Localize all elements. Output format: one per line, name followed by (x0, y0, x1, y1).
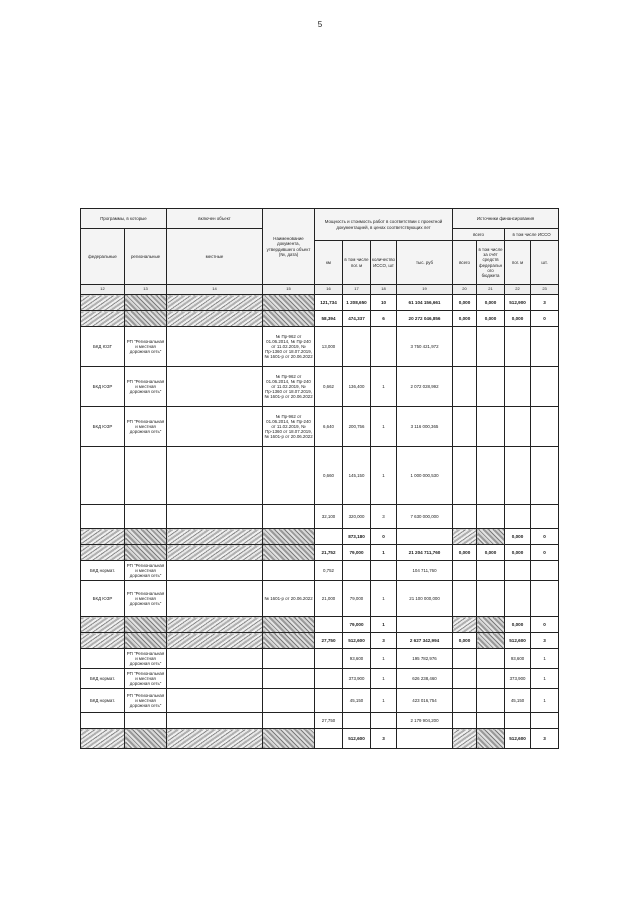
cell-sum: 20 272 046,856 (397, 311, 453, 327)
cell-total (453, 581, 477, 617)
cell-issos-count: 10 (371, 295, 397, 311)
cell-issos-count: 3 (371, 633, 397, 649)
cell-issos-count: 1 (371, 689, 397, 713)
cell-issos-count (371, 327, 397, 367)
cell-km (315, 689, 343, 713)
cell-fed-budget (477, 327, 505, 367)
cell-regional: РП "Региональная и местная дорожная сеть" (125, 649, 167, 669)
col-number: 13 (125, 285, 167, 295)
cell-documents (263, 633, 315, 649)
cell-documents (263, 649, 315, 669)
cell-sum: 195 782,976 (397, 649, 453, 669)
cell-pogm-incl: 136,400 (343, 367, 371, 407)
cell-km: 0,752 (315, 561, 343, 581)
cell-fed-budget (477, 581, 505, 617)
cell-federal (81, 729, 125, 749)
cell-regional: РП "Региональная и местная дорожная сеть" (125, 689, 167, 713)
cell-regional: РП "Региональная и местная дорожная сеть" (125, 581, 167, 617)
cell-pogm (505, 713, 531, 729)
header-sht: шт. (531, 241, 559, 285)
cell-regional (125, 311, 167, 327)
cell-pogm: 512,600 (505, 729, 531, 749)
cell-km (315, 649, 343, 669)
cell-sht (531, 581, 559, 617)
cell-total (453, 649, 477, 669)
cell-pogm-incl: 474,337 (343, 311, 371, 327)
cell-sht: 0 (531, 545, 559, 561)
cell-sum: 7 630 000,000 (397, 505, 453, 529)
cell-fed-budget (477, 689, 505, 713)
cell-total (453, 407, 477, 447)
cell-sht (531, 447, 559, 505)
table-row (81, 529, 559, 545)
col-number: 20 (453, 285, 477, 295)
cell-regional: РП "Региональная и местная дорожная сеть" (125, 327, 167, 367)
table-row (81, 447, 559, 505)
cell-pogm-incl: 1 208,650 (343, 295, 371, 311)
cell-sht (531, 327, 559, 367)
cell-total: 0,000 (453, 295, 477, 311)
cell-fed-budget (477, 617, 505, 633)
cell-pogm-incl (343, 561, 371, 581)
cell-sum: 2 072 028,992 (397, 367, 453, 407)
cell-local (167, 561, 263, 581)
cell-fed-budget (477, 649, 505, 669)
cell-documents: № Пр-962 от 01.06.2014, № Пр-240 от 11.02.2019, № Пр-1360 от 18.07.2019, № 1601-р от 20.06.2022 (263, 367, 315, 407)
cell-fed-budget (477, 669, 505, 689)
table-row (81, 689, 559, 713)
cell-local (167, 545, 263, 561)
cell-federal: БКД ЮЗГ (81, 327, 125, 367)
cell-fed-budget (477, 529, 505, 545)
cell-total (453, 561, 477, 581)
cell-fed-budget (477, 447, 505, 505)
cell-km: 21,752 (315, 545, 343, 561)
cell-regional (125, 633, 167, 649)
cell-sht (531, 505, 559, 529)
cell-sht (531, 713, 559, 729)
cell-documents (263, 311, 315, 327)
header-issos-count: количество ИССО, шт (371, 241, 397, 285)
cell-issos-count: 1 (371, 617, 397, 633)
cell-federal (81, 633, 125, 649)
cell-documents (263, 713, 315, 729)
cell-issos-count: 0 (371, 529, 397, 545)
cell-federal (81, 545, 125, 561)
cell-pogm: 0,000 (505, 529, 531, 545)
cell-pogm (505, 367, 531, 407)
cell-issos-count: 3 (371, 729, 397, 749)
cell-total: 0,000 (453, 311, 477, 327)
cell-km (315, 617, 343, 633)
header-regional: региональные (125, 229, 167, 285)
cell-pogm: 45,150 (505, 689, 531, 713)
header-cost: Мощность и стоимость работ в соответствии с проектной документацией, в ценах соответствующих лет (315, 209, 453, 241)
cell-pogm-incl: 512,600 (343, 729, 371, 749)
cell-documents (263, 689, 315, 713)
table-row (81, 649, 559, 669)
cell-documents: № Пр-962 от 01.06.2014, № Пр-240 от 11.02.2019, № Пр-1360 от 18.07.2019, № 1601-р от 20.06.2022 (263, 327, 315, 367)
cell-pogm: 0,000 (505, 311, 531, 327)
cell-pogm: 512,900 (505, 295, 531, 311)
cell-pogm-incl: 320,000 (343, 505, 371, 529)
cell-pogm: 0,000 (505, 545, 531, 561)
cell-federal (81, 617, 125, 633)
cell-issos-count: 1 (371, 649, 397, 669)
cell-federal (81, 447, 125, 505)
document-table (80, 208, 559, 749)
cell-pogm: 0,000 (505, 617, 531, 633)
cell-documents (263, 561, 315, 581)
cell-km: 27,750 (315, 633, 343, 649)
cell-km: 6,640 (315, 407, 343, 447)
cell-regional: РП "Региональная и местная дорожная сеть" (125, 669, 167, 689)
cell-pogm-incl (343, 713, 371, 729)
col-number: 22 (505, 285, 531, 295)
cell-federal (81, 505, 125, 529)
cell-issos-count (371, 713, 397, 729)
cell-km: 58,394 (315, 311, 343, 327)
cell-total (453, 669, 477, 689)
cell-sht (531, 367, 559, 407)
cell-sum: 3 116 000,365 (397, 407, 453, 447)
cell-issos-count: 1 (371, 407, 397, 447)
cell-local (167, 669, 263, 689)
cell-federal: БКД ЮЗР (81, 581, 125, 617)
cell-regional (125, 617, 167, 633)
cell-regional (125, 529, 167, 545)
page-number: 5 (317, 20, 323, 29)
cell-documents (263, 669, 315, 689)
table-row (81, 505, 559, 529)
cell-km: 13,000 (315, 327, 343, 367)
cell-sum: 423 016,754 (397, 689, 453, 713)
cell-fed-budget: 0,000 (477, 295, 505, 311)
table-row (81, 367, 559, 407)
table-row (81, 295, 559, 311)
cell-sum: 1 000 000,530 (397, 447, 453, 505)
cell-sht (531, 561, 559, 581)
cell-total: 0,000 (453, 633, 477, 649)
cell-federal (81, 311, 125, 327)
cell-km: 21,000 (315, 581, 343, 617)
cell-fed-budget (477, 407, 505, 447)
header-total-group: всего (453, 229, 505, 241)
cell-pogm-incl: 512,600 (343, 633, 371, 649)
col-number: 18 (371, 285, 397, 295)
header-issos-group: в том числе ИССО (505, 229, 559, 241)
cell-km: 27,750 (315, 713, 343, 729)
col-number: 21 (477, 285, 505, 295)
cell-documents: № 1601-р от 20.06.2022 (263, 581, 315, 617)
cell-local (167, 649, 263, 669)
cell-pogm (505, 447, 531, 505)
column-numbers-row (81, 285, 559, 295)
cell-federal: БКД нормат. (81, 561, 125, 581)
cell-fed-budget (477, 729, 505, 749)
cell-local (167, 529, 263, 545)
cell-documents (263, 545, 315, 561)
cell-documents (263, 529, 315, 545)
cell-sum: 104 711,760 (397, 561, 453, 581)
cell-total (453, 367, 477, 407)
cell-total: 0,000 (453, 545, 477, 561)
cell-pogm-incl: 145,150 (343, 447, 371, 505)
cell-km: 32,100 (315, 505, 343, 529)
table-row (81, 581, 559, 617)
col-number: 16 (315, 285, 343, 295)
cell-km (315, 729, 343, 749)
cell-km (315, 669, 343, 689)
cell-local (167, 617, 263, 633)
cell-issos-count: 1 (371, 367, 397, 407)
cell-federal: БКД ЮЗР (81, 407, 125, 447)
cell-sht: 1 (531, 689, 559, 713)
cell-sum: 2 179 904,200 (397, 713, 453, 729)
cell-pogm-incl: 93,600 (343, 649, 371, 669)
cell-sum (397, 617, 453, 633)
header-documents: Наименование документа, утвердившего объект (№, дата) (263, 209, 315, 285)
header-federal: федеральные (81, 229, 125, 285)
header-sum: тыс. руб (397, 241, 453, 285)
cell-pogm: 93,600 (505, 649, 531, 669)
cell-sht: 3 (531, 633, 559, 649)
cell-federal: БКД нормат. (81, 669, 125, 689)
header-pogm: пог. м (505, 241, 531, 285)
cell-regional: РП "Региональная и местная дорожная сеть" (125, 407, 167, 447)
header-programs: Программы, в которые (81, 209, 167, 229)
cell-km (315, 529, 343, 545)
cell-pogm (505, 581, 531, 617)
cell-pogm-incl: 79,000 (343, 617, 371, 633)
table-row (81, 617, 559, 633)
header-km: км (315, 241, 343, 285)
cell-documents (263, 447, 315, 505)
header-fed-budget: в том числе за счёт средств федерального бюджета (477, 241, 505, 285)
col-number: 17 (343, 285, 371, 295)
header-pogm-incl: в том числе пог. м (343, 241, 371, 285)
cell-total (453, 529, 477, 545)
cell-sum: 61 104 156,661 (397, 295, 453, 311)
table-row (81, 407, 559, 447)
cell-total (453, 447, 477, 505)
cell-km: 0,660 (315, 447, 343, 505)
cell-km: 0,662 (315, 367, 343, 407)
cell-documents (263, 295, 315, 311)
cell-sum: 626 238,460 (397, 669, 453, 689)
cell-pogm-incl: 45,150 (343, 689, 371, 713)
table-row (81, 729, 559, 749)
cell-pogm (505, 561, 531, 581)
cell-sum (397, 529, 453, 545)
cell-local (167, 633, 263, 649)
cell-sht: 0 (531, 617, 559, 633)
cell-local (167, 311, 263, 327)
cell-local (167, 729, 263, 749)
cell-pogm: 373,900 (505, 669, 531, 689)
cell-fed-budget (477, 505, 505, 529)
cell-sht: 1 (531, 669, 559, 689)
cell-fed-budget (477, 561, 505, 581)
cell-regional (125, 295, 167, 311)
table-row (81, 311, 559, 327)
cell-documents: № Пр-962 от 01.06.2014, № Пр-240 от 11.02.2019, № Пр-1360 от 18.07.2019, № 1601-р от 20.06.2022 (263, 407, 315, 447)
cell-pogm-incl: 79,000 (343, 581, 371, 617)
cell-federal (81, 649, 125, 669)
header-local: местные (167, 229, 263, 285)
cell-total (453, 729, 477, 749)
cell-total (453, 713, 477, 729)
header-total: всего (453, 241, 477, 285)
cell-federal: БКД нормат. (81, 689, 125, 713)
cell-issos-count (371, 561, 397, 581)
cell-regional (125, 505, 167, 529)
col-number: 23 (531, 285, 559, 295)
col-number: 14 (167, 285, 263, 295)
cell-federal (81, 713, 125, 729)
cell-issos-count: 1 (371, 545, 397, 561)
cell-pogm-incl: 200,756 (343, 407, 371, 447)
cell-pogm-incl: 873,180 (343, 529, 371, 545)
cell-sht: 0 (531, 529, 559, 545)
cell-fed-budget: 0,000 (477, 545, 505, 561)
header-object: включен объект (167, 209, 263, 229)
cell-pogm-incl (343, 327, 371, 367)
cell-federal: БКД ЮЗР (81, 367, 125, 407)
cell-sum: 2 627 342,994 (397, 633, 453, 649)
header-financing: Источники финансирования (453, 209, 559, 229)
col-number: 12 (81, 285, 125, 295)
cell-issos-count: 6 (371, 311, 397, 327)
cell-sht (531, 407, 559, 447)
cell-local (167, 447, 263, 505)
table-row (81, 561, 559, 581)
cell-local (167, 367, 263, 407)
cell-documents (263, 729, 315, 749)
cell-regional (125, 545, 167, 561)
cell-federal (81, 529, 125, 545)
cell-sum: 3 750 421,972 (397, 327, 453, 367)
table-row (81, 669, 559, 689)
cell-local (167, 295, 263, 311)
cell-regional: РП "Региональная и местная дорожная сеть" (125, 561, 167, 581)
cell-km: 121,734 (315, 295, 343, 311)
col-number: 19 (397, 285, 453, 295)
cell-sum: 21 204 711,760 (397, 545, 453, 561)
cell-local (167, 407, 263, 447)
table-row (81, 633, 559, 649)
cell-regional (125, 713, 167, 729)
cell-sht: 3 (531, 729, 559, 749)
cell-pogm (505, 407, 531, 447)
cell-fed-budget: 0,000 (477, 311, 505, 327)
cell-regional (125, 447, 167, 505)
cell-sht: 3 (531, 295, 559, 311)
cell-issos-count: 1 (371, 447, 397, 505)
table-row (81, 545, 559, 561)
cell-local (167, 689, 263, 713)
cell-pogm-incl: 373,900 (343, 669, 371, 689)
cell-fed-budget (477, 367, 505, 407)
cell-local (167, 505, 263, 529)
cell-total (453, 327, 477, 367)
cell-pogm-incl: 79,000 (343, 545, 371, 561)
cell-documents (263, 617, 315, 633)
cell-local (167, 581, 263, 617)
cell-total (453, 689, 477, 713)
table-body (81, 295, 559, 749)
cell-issos-count: 3 (371, 505, 397, 529)
cell-sum: 21 100 000,000 (397, 581, 453, 617)
cell-federal (81, 295, 125, 311)
col-number: 15 (263, 285, 315, 295)
table-row (81, 327, 559, 367)
cell-total (453, 505, 477, 529)
cell-issos-count: 1 (371, 581, 397, 617)
cell-fed-budget (477, 633, 505, 649)
cell-pogm (505, 327, 531, 367)
cell-regional (125, 729, 167, 749)
cell-pogm: 512,600 (505, 633, 531, 649)
cell-local (167, 713, 263, 729)
cell-sum (397, 729, 453, 749)
cell-total (453, 617, 477, 633)
cell-regional: РП "Региональная и местная дорожная сеть" (125, 367, 167, 407)
cell-pogm (505, 505, 531, 529)
cell-local (167, 327, 263, 367)
table-row (81, 713, 559, 729)
cell-documents (263, 505, 315, 529)
cell-fed-budget (477, 713, 505, 729)
cell-sht: 0 (531, 311, 559, 327)
cell-issos-count: 1 (371, 669, 397, 689)
cell-sht: 1 (531, 649, 559, 669)
